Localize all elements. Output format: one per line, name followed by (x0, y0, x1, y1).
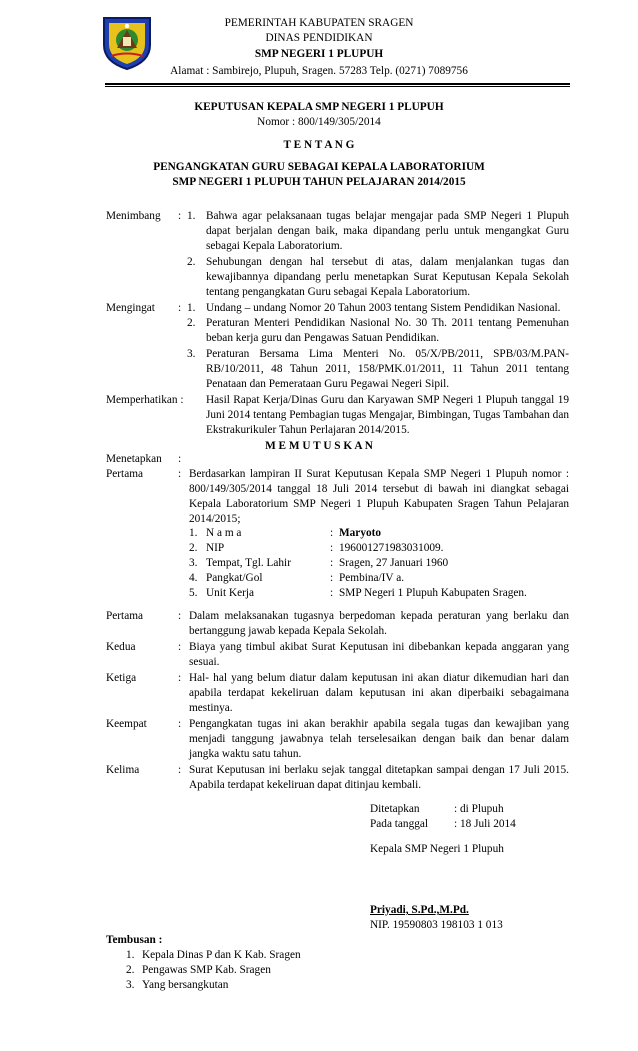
decision-colon-5: : (178, 764, 182, 776)
mengingat-text-3: Peraturan Bersama Lima Menteri No. 05/X/PB/2011, SPB/03/M.PAN-RB/10/2011, 48 Tahun 2011, 158/PMK.01/2011, 11 Tahun 2011 tentang Penataan dan Pemerataan Guru Pegawai Negeri Sipil. (206, 348, 569, 390)
memutuskan-heading: M E M U T U S K A N (265, 440, 373, 452)
memperhatikan-label: Memperhatikan : (106, 394, 184, 406)
decree-about: T E N T A N G (283, 139, 355, 151)
letterhead-address: Alamat : Sambirejo, Plupuh, Sragen. 57283 Telp. (0271) 7089756 (170, 65, 468, 77)
ditetapkan-label: Ditetapkan (370, 803, 420, 815)
tembusan-num-3: 3. (126, 979, 135, 991)
letterhead-line2: DINAS PENDIDIKAN (265, 32, 373, 44)
signer-name: Priyadi, S.Pd.,M.Pd. (370, 904, 469, 916)
tembusan-num-1: 1. (126, 949, 135, 961)
decision-colon-1: : (178, 610, 182, 622)
signer-nip: NIP. 19590803 198103 1 013 (370, 919, 503, 931)
decree-title: KEPUTUSAN KEPALA SMP NEGERI 1 PLUPUH (194, 101, 444, 113)
identity-num-2: 2. (189, 542, 198, 554)
identity-colon-3: : (330, 557, 334, 569)
ditetapkan-value: : di Plupuh (454, 803, 504, 815)
identity-label-2: NIP (206, 542, 225, 554)
letterhead-school: SMP NEGERI 1 PLUPUH (254, 48, 384, 60)
decision-label-2: Kedua (106, 641, 136, 653)
menetapkan-label: Menetapkan (106, 453, 162, 465)
letterhead-divider (105, 83, 570, 85)
decision-label-3: Ketiga (106, 672, 137, 684)
decision-label-1: Pertama (106, 610, 144, 622)
tembusan-label: Tembusan : (106, 934, 163, 946)
menimbang-text-2: Sehubungan dengan hal tersebut di atas, dalam menjalankan tugas dan kewajibannya dipandang perlu menetapkan Surat Keputusan Kepala Sekolah tentang pengangkatan Guru sebagai Kepala Laboratorium. (206, 256, 569, 298)
identity-value-3: Sragen, 27 Januari 1960 (339, 557, 449, 569)
mengingat-text-2: Peraturan Menteri Pendidikan Nasional No. 30 Th. 2011 tentang Pemenuhan beban kerja guru dan Pengawas Satuan Pendidikan. (206, 317, 569, 344)
menetapkan-colon: : (178, 453, 182, 465)
identity-label-3: Tempat, Tgl. Lahir (206, 557, 291, 569)
signer-position: Kepala SMP Negeri 1 Plupuh (370, 843, 504, 855)
decision-text-1: Dalam melaksanakan tugasnya berpedoman kepada peraturan yang berlaku dan bertanggung jawab kepada Kepala Sekolah. (189, 610, 569, 637)
menimbang-label: Menimbang (106, 210, 161, 222)
mengingat-colon: : (178, 302, 182, 314)
mengingat-num-2: 2. (187, 317, 196, 329)
identity-colon-1: : (330, 527, 334, 539)
tanggal-value: : 18 Juli 2014 (454, 818, 516, 830)
identity-label-4: Pangkat/Gol (206, 572, 263, 584)
identity-label-5: Unit Kerja (206, 587, 254, 599)
letterhead-divider-thin (105, 86, 570, 87)
mengingat-label: Mengingat (106, 302, 155, 314)
identity-num-1: 1. (189, 527, 198, 539)
decree-subject-line2: SMP NEGERI 1 PLUPUH TAHUN PELAJARAN 2014/2015 (172, 176, 466, 188)
decision-label-5: Kelima (106, 764, 140, 776)
pertama-text: Berdasarkan lampiran II Surat Keputusan Kepala SMP Negeri 1 Plupuh nomor : 800/149/305/2014 tanggal 18 Juli 2014 tersebut di bawah ini diangkat sebagai Kepala Laboratorium SMP Negeri 1 Plupuh Kabupaten Sragen Tahun Pelajaran 2014/2015; (189, 468, 569, 525)
mengingat-num-3: 3. (187, 348, 196, 360)
decision-text-3: Hal- hal yang belum diatur dalam keputusan ini akan diatur dikemudian hari dan apabila terdapat kekeliruan dalam keputusan ini akan diperbaiki sebagaimana mestinya. (189, 672, 569, 714)
decree-number: Nomor : 800/149/305/2014 (257, 116, 381, 128)
mengingat-text-1: Undang – undang Nomor 20 Tahun 2003 tentang Sistem Pendidikan Nasional. (206, 302, 561, 314)
identity-label-1: N a m a (206, 527, 242, 539)
identity-value-2: 196001271983031009. (339, 542, 444, 554)
identity-value-4: Pembina/IV a. (339, 572, 405, 584)
identity-colon-2: : (330, 542, 334, 554)
menimbang-num-1: 1. (187, 210, 196, 222)
menimbang-colon: : (178, 210, 182, 222)
memperhatikan-text: Hasil Rapat Kerja/Dinas Guru dan Karyawan SMP Negeri 1 Plupuh tanggal 19 Juni 2014 tentang Pembagian tugas Mengajar, Bimbingan, Tugas Tambahan dan Ekstrakurikuler Tahun Perlajaran 2014/2015. (206, 394, 569, 436)
identity-num-4: 4. (189, 572, 198, 584)
identity-num-5: 5. (189, 587, 198, 599)
tembusan-num-2: 2. (126, 964, 135, 976)
decision-colon-3: : (178, 672, 182, 684)
decision-colon-4: : (178, 718, 182, 730)
identity-value-5: SMP Negeri 1 Plupuh Kabupaten Sragen. (339, 587, 527, 599)
decision-label-4: Keempat (106, 718, 147, 730)
identity-colon-4: : (330, 572, 334, 584)
decision-text-2: Biaya yang timbul akibat Surat Keputusan ini dibebankan kepada anggaran yang sesuai. (189, 641, 569, 668)
tanggal-label: Pada tanggal (370, 818, 429, 830)
mengingat-num-1: 1. (187, 302, 196, 314)
pertama-label: Pertama (106, 468, 144, 480)
pertama-colon: : (178, 468, 182, 480)
decision-colon-2: : (178, 641, 182, 653)
tembusan-item-3: Yang bersangkutan (142, 979, 229, 991)
decision-text-5: Surat Keputusan ini berlaku sejak tanggal ditetapkan sampai dengan 17 Juli 2015. Apabila terdapat kekeliruan dapat ditinjau kembali. (189, 764, 569, 791)
identity-colon-5: : (330, 587, 334, 599)
menimbang-text-1: Bahwa agar pelaksanaan tugas belajar mengajar pada SMP Negeri 1 Plupuh dapat berjalan dengan baik, maka dipandang perlu untuk mengangkat Guru sebagai Kepala Laboratorium. (206, 210, 569, 252)
tembusan-item-1: Kepala Dinas P dan K Kab. Sragen (142, 949, 301, 961)
menimbang-num-2: 2. (187, 256, 196, 268)
identity-num-3: 3. (189, 557, 198, 569)
decree-subject-line1: PENGANGKATAN GURU SEBAGAI KEPALA LABORATORIUM (153, 161, 485, 173)
tembusan-item-2: Pengawas SMP Kab. Sragen (142, 964, 271, 976)
decision-text-4: Pengangkatan tugas ini akan berakhir apabila segala tugas dan kewajiban yang menjadi tanggung jawabnya telah terselesaikan dengan baik dan benar dalam jangka waktu satu tahun. (189, 718, 569, 760)
identity-value-1: Maryoto (339, 527, 382, 539)
letterhead-line1: PEMERINTAH KABUPATEN SRAGEN (224, 17, 414, 29)
